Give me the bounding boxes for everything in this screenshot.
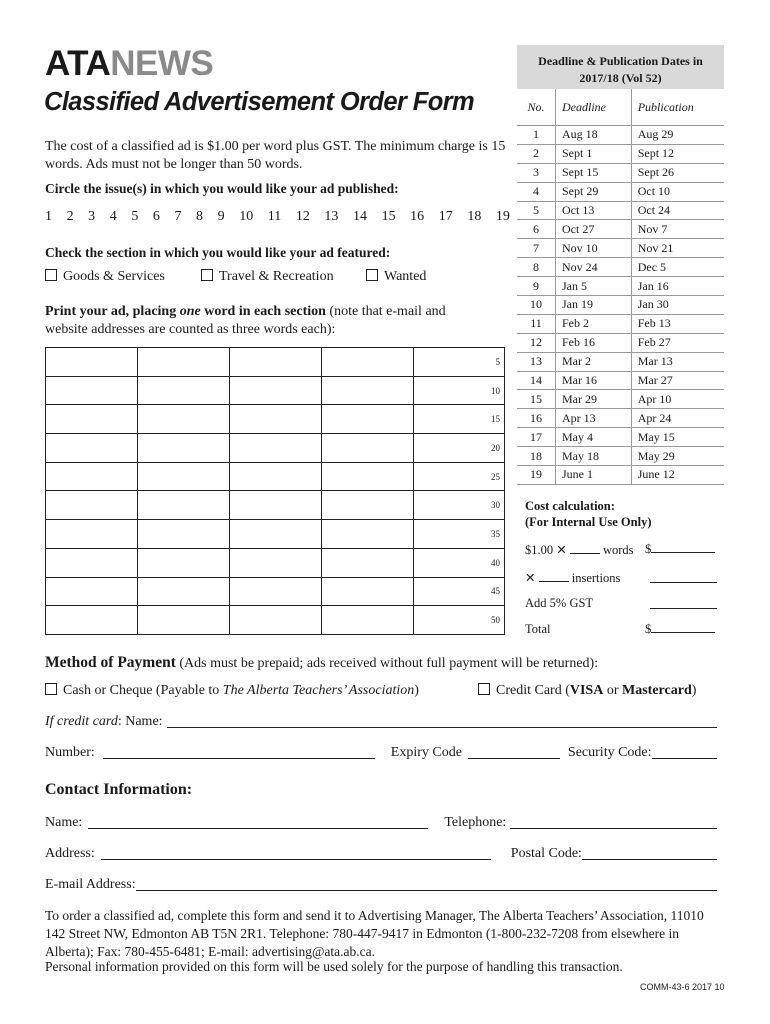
- section-option-travel[interactable]: [201, 268, 334, 286]
- issue-number[interactable]: 4: [109, 209, 117, 224]
- ad-word-cell[interactable]: [138, 462, 230, 491]
- ad-word-cell[interactable]: [230, 548, 322, 577]
- deadline-cell: Mar 29: [556, 390, 632, 409]
- ad-word-cell[interactable]: [46, 548, 138, 577]
- intro-text: The cost of a classified ad is $1.00 per word plus GST. The minimum charge is 15 words. Ads must not be longer than 50 words.: [45, 139, 506, 172]
- col-no: No.: [517, 89, 556, 126]
- deadline-row: [517, 296, 724, 315]
- publication-cell: Mar 27: [631, 371, 724, 390]
- deadline-row: [517, 277, 724, 296]
- ad-word-cell[interactable]: [46, 577, 138, 606]
- address-field[interactable]: [101, 845, 491, 860]
- print-ad-instructions: Print your ad, placing one word in each section (note that e-mail and website addresses are counted as three words each):: [45, 304, 446, 337]
- deadline-cell: Mar 2: [556, 352, 632, 371]
- publication-cell: Sept 26: [631, 163, 724, 182]
- publication-cell: Feb 13: [631, 314, 724, 333]
- ad-word-cell[interactable]: [46, 348, 138, 377]
- ad-grid-row: [46, 491, 505, 520]
- ad-word-cell[interactable]: 40: [414, 548, 505, 577]
- issue-number[interactable]: 2: [66, 209, 74, 224]
- ad-word-cell[interactable]: [322, 491, 414, 520]
- issue-number[interactable]: 6: [152, 209, 160, 224]
- payment-heading: Method of Payment (Ads must be prepaid; ads received without full payment will be returned):: [45, 654, 599, 671]
- publication-cell: Nov 7: [631, 220, 724, 239]
- deadline-row: [517, 333, 724, 352]
- ad-word-cell[interactable]: [138, 548, 230, 577]
- deadline-row: [517, 314, 724, 333]
- deadline-row: [517, 428, 724, 447]
- ad-grid-row: [46, 376, 505, 405]
- issues-prompt: Circle the issue(s) in which you would like your ad published:: [45, 181, 399, 196]
- ad-word-cell[interactable]: [138, 606, 230, 635]
- section-prompt: Check the section in which you would like your ad featured:: [45, 245, 391, 260]
- deadline-row: [517, 144, 724, 163]
- deadline-row: [517, 126, 724, 145]
- ad-word-cell[interactable]: [230, 434, 322, 463]
- contact-name-field[interactable]: [88, 814, 428, 829]
- issue-number[interactable]: 5: [131, 209, 139, 224]
- ad-word-cell[interactable]: [230, 606, 322, 635]
- issue-no-cell: 9: [517, 277, 556, 296]
- ad-word-cell[interactable]: [322, 434, 414, 463]
- issue-number[interactable]: 18: [467, 209, 482, 224]
- issue-number[interactable]: 3: [88, 209, 96, 224]
- ad-word-cell[interactable]: [46, 606, 138, 635]
- deadline-table-title: [517, 45, 724, 89]
- ad-word-cell[interactable]: 15: [414, 405, 505, 434]
- checkbox[interactable]: [201, 269, 213, 281]
- deadline-cell: Sept 15: [556, 163, 632, 182]
- deadline-cell: Nov 24: [556, 258, 632, 277]
- deadline-row: [517, 163, 724, 182]
- ad-word-cell[interactable]: [230, 462, 322, 491]
- ad-word-cell[interactable]: [138, 405, 230, 434]
- cost-words-amount[interactable]: $: [645, 542, 715, 557]
- deadline-cell: Jan 19: [556, 296, 632, 315]
- issue-number[interactable]: 15: [381, 209, 396, 224]
- publication-cell: Apr 24: [631, 409, 724, 428]
- publication-cell: Nov 21: [631, 239, 724, 258]
- deadline-row: [517, 239, 724, 258]
- issue-number[interactable]: 12: [295, 209, 310, 224]
- deadline-row: [517, 258, 724, 277]
- issue-number[interactable]: 10: [239, 209, 254, 224]
- ad-word-cell[interactable]: 50: [414, 606, 505, 635]
- ad-word-cell[interactable]: [138, 577, 230, 606]
- card-number-field[interactable]: [103, 744, 375, 759]
- issue-no-cell: 6: [517, 220, 556, 239]
- ad-word-cell[interactable]: [46, 376, 138, 405]
- ad-word-cell[interactable]: 45: [414, 577, 505, 606]
- ad-grid-row: [46, 606, 505, 635]
- publication-cell: May 29: [631, 447, 724, 466]
- issue-number-list: [45, 208, 510, 226]
- cost-insertions-row: ✕ insertions: [525, 571, 621, 585]
- contact-address-row: Address: Postal Code:: [45, 845, 717, 863]
- ad-word-cell[interactable]: [138, 348, 230, 377]
- ad-word-cell[interactable]: 5: [414, 348, 505, 377]
- ad-grid-row: [46, 462, 505, 491]
- ad-word-cell[interactable]: [230, 376, 322, 405]
- logo-news: NEWS: [110, 44, 214, 83]
- issue-no-cell: 3: [517, 163, 556, 182]
- deadline-table-panel: [517, 45, 724, 485]
- publication-cell: Oct 10: [631, 182, 724, 201]
- ad-grid-row: [46, 348, 505, 377]
- ad-word-cell[interactable]: [322, 577, 414, 606]
- issue-no-cell: 12: [517, 333, 556, 352]
- deadline-table: [517, 89, 724, 485]
- deadline-cell: Apr 13: [556, 409, 632, 428]
- issue-no-cell: 7: [517, 239, 556, 258]
- issue-no-cell: 17: [517, 428, 556, 447]
- ad-word-cell[interactable]: [46, 434, 138, 463]
- issue-no-cell: 2: [517, 144, 556, 163]
- issue-number[interactable]: 8: [196, 209, 204, 224]
- ad-grid-row: [46, 548, 505, 577]
- cost-title-line2: (For Internal Use Only): [525, 515, 652, 529]
- cost-total-amount[interactable]: $: [645, 622, 715, 637]
- credit-name-row: If credit card : Name:: [45, 713, 717, 731]
- contact-name-row: Name: Telephone:: [45, 814, 717, 832]
- deadline-cell: May 4: [556, 428, 632, 447]
- postal-code-field[interactable]: [582, 845, 717, 860]
- deadline-cell: Mar 16: [556, 371, 632, 390]
- ad-word-cell[interactable]: 35: [414, 520, 505, 549]
- issue-number[interactable]: 14: [353, 209, 367, 224]
- col-publication: Publication: [631, 89, 724, 126]
- email-field[interactable]: [136, 876, 717, 891]
- ad-word-cell[interactable]: [230, 520, 322, 549]
- checkbox[interactable]: [45, 683, 57, 695]
- logo-ata: ATA: [45, 44, 111, 83]
- cost-calc-title: [525, 498, 652, 530]
- publication-cell: Oct 24: [631, 201, 724, 220]
- ad-word-cell[interactable]: [322, 348, 414, 377]
- issue-no-cell: 8: [517, 258, 556, 277]
- contact-heading: Contact Information:: [45, 781, 193, 798]
- section-option-wanted[interactable]: [366, 268, 426, 286]
- order-instructions: To order a classified ad, complete this form and send it to Advertising Manager, The Alberta Teachers’ Association, 11010 142 Street NW, Edmonton AB T5N 2R1. Telephone: 780-447-9417 in Edmonton (1-800-232-7208 from elsewhere in Alberta); Fax: 780-455-6481; E-mail: advertising@ata.ab.ca.: [45, 908, 704, 959]
- cost-gst-row: Add 5% GST: [525, 596, 594, 610]
- cost-title-line1: Cost calculation:: [525, 499, 615, 513]
- ad-word-cell[interactable]: 30: [414, 491, 505, 520]
- checkbox[interactable]: [45, 269, 57, 281]
- ad-word-cell[interactable]: [322, 548, 414, 577]
- publication-cell: Jan 30: [631, 296, 724, 315]
- ad-word-cell[interactable]: [138, 520, 230, 549]
- issue-no-cell: 11: [517, 314, 556, 333]
- option-label: Travel & Recreation: [219, 269, 334, 284]
- issue-number[interactable]: 7: [174, 209, 182, 224]
- publication-cell: June 12: [631, 466, 724, 485]
- issue-no-cell: 18: [517, 447, 556, 466]
- deadline-cell: Aug 18: [556, 126, 632, 145]
- deadline-row: [517, 447, 724, 466]
- form-code: COMM-43-6 2017 10: [640, 982, 725, 992]
- issue-number[interactable]: 11: [267, 209, 282, 224]
- deadline-title-line1: Deadline & Publication Dates in: [538, 54, 703, 68]
- publication-cell: Apr 10: [631, 390, 724, 409]
- publication-cell: Sept 12: [631, 144, 724, 163]
- deadline-cell: Feb 2: [556, 314, 632, 333]
- option-label: Goods & Services: [63, 269, 165, 284]
- issue-number[interactable]: 9: [217, 209, 225, 224]
- ad-word-cell[interactable]: [322, 520, 414, 549]
- deadline-cell: Jan 5: [556, 277, 632, 296]
- deadline-cell: Oct 27: [556, 220, 632, 239]
- issue-no-cell: 15: [517, 390, 556, 409]
- option-label: Wanted: [384, 269, 427, 284]
- ad-word-cell[interactable]: 20: [414, 434, 505, 463]
- issue-no-cell: 19: [517, 466, 556, 485]
- section-option-goods[interactable]: [45, 268, 165, 286]
- ad-word-cell[interactable]: [230, 348, 322, 377]
- ad-word-cell[interactable]: [322, 462, 414, 491]
- ad-word-cell[interactable]: [322, 376, 414, 405]
- issue-no-cell: 13: [517, 352, 556, 371]
- deadline-cell: May 18: [556, 447, 632, 466]
- publication-cell: Feb 27: [631, 333, 724, 352]
- deadline-row: [517, 390, 724, 409]
- ad-word-cell[interactable]: [46, 462, 138, 491]
- ad-word-cell[interactable]: [46, 405, 138, 434]
- issue-no-cell: 4: [517, 182, 556, 201]
- payment-option-cash[interactable]: Cash or Cheque (Payable to The Alberta Teachers’ Association): [45, 682, 419, 700]
- contact-email-row: E-mail Address:: [45, 876, 717, 894]
- ad-word-cell[interactable]: [322, 405, 414, 434]
- checkbox[interactable]: [478, 683, 490, 695]
- issue-no-cell: 14: [517, 371, 556, 390]
- issue-number[interactable]: 16: [410, 209, 425, 224]
- issue-number[interactable]: 17: [438, 209, 453, 224]
- issue-no-cell: 10: [517, 296, 556, 315]
- checkbox[interactable]: [366, 269, 378, 281]
- ad-grid-row: [46, 520, 505, 549]
- issue-no-cell: 5: [517, 201, 556, 220]
- ad-grid-row: [46, 434, 505, 463]
- cost-insertions-amount[interactable]: [650, 582, 717, 583]
- ad-word-cell[interactable]: [138, 376, 230, 405]
- issue-number[interactable]: 13: [324, 209, 339, 224]
- ad-word-cell[interactable]: [46, 520, 138, 549]
- ad-word-cell[interactable]: [230, 577, 322, 606]
- deadline-row: [517, 220, 724, 239]
- ad-word-cell[interactable]: [138, 491, 230, 520]
- ad-word-cell[interactable]: 25: [414, 462, 505, 491]
- deadline-cell: Nov 10: [556, 239, 632, 258]
- deadline-cell: June 1: [556, 466, 632, 485]
- telephone-field[interactable]: [510, 814, 717, 829]
- ad-grid-row: [46, 577, 505, 606]
- form-title: Classified Advertisement Order Form: [44, 88, 475, 116]
- deadline-row: [517, 352, 724, 371]
- publication-cell: Mar 13: [631, 352, 724, 371]
- deadline-cell: Sept 29: [556, 182, 632, 201]
- cost-gst-amount[interactable]: [650, 608, 717, 609]
- deadline-title-line2: 2017/18 (Vol 52): [579, 71, 662, 85]
- ad-word-grid: [45, 347, 505, 635]
- issue-no-cell: 1: [517, 126, 556, 145]
- deadline-row: [517, 182, 724, 201]
- ad-word-cell[interactable]: 10: [414, 376, 505, 405]
- ata-news-logo: [45, 46, 213, 81]
- publication-cell: Aug 29: [631, 126, 724, 145]
- col-deadline: Deadline: [556, 89, 632, 126]
- ad-word-cell[interactable]: [138, 434, 230, 463]
- privacy-notice: Personal information provided on this form will be used solely for the purpose of handling this transaction.: [45, 959, 623, 974]
- payment-option-credit[interactable]: Credit Card (VISA or Mastercard): [478, 682, 696, 700]
- deadline-cell: Oct 13: [556, 201, 632, 220]
- deadline-row: [517, 409, 724, 428]
- publication-cell: Jan 16: [631, 277, 724, 296]
- deadline-row: [517, 371, 724, 390]
- ad-word-cell[interactable]: [230, 491, 322, 520]
- ad-grid-row: [46, 405, 505, 434]
- deadline-row: [517, 466, 724, 485]
- credit-name-field[interactable]: [167, 713, 717, 728]
- ad-word-cell[interactable]: [46, 491, 138, 520]
- cost-words-row: $1.00 ✕ words: [525, 543, 634, 557]
- deadline-cell: Feb 16: [556, 333, 632, 352]
- publication-cell: May 15: [631, 428, 724, 447]
- publication-cell: Dec 5: [631, 258, 724, 277]
- ad-word-cell[interactable]: [230, 405, 322, 434]
- expiry-field[interactable]: [468, 744, 560, 759]
- ad-word-cell[interactable]: [322, 606, 414, 635]
- issue-no-cell: 16: [517, 409, 556, 428]
- deadline-cell: Sept 1: [556, 144, 632, 163]
- issue-number[interactable]: 19: [495, 209, 510, 224]
- security-code-field[interactable]: [652, 744, 717, 759]
- deadline-row: [517, 201, 724, 220]
- issue-number[interactable]: 1: [45, 209, 52, 224]
- cost-total-label: Total: [525, 622, 551, 636]
- credit-number-row: Number: Expiry Code Security Code:: [45, 744, 717, 762]
